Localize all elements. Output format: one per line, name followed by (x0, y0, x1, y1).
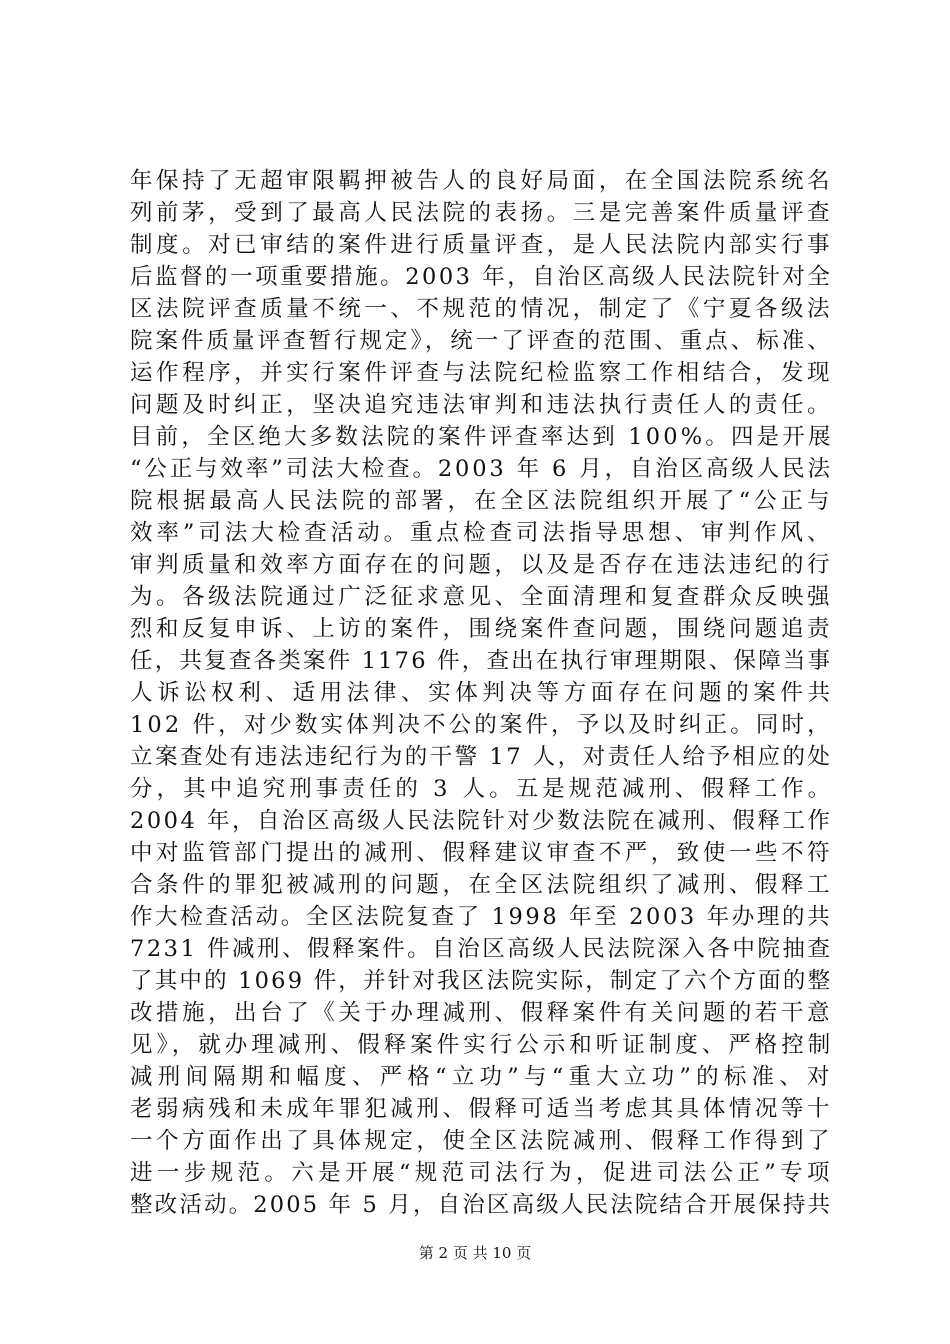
text-line: 人诉讼权利、适用法律、实体判决等方面存在问题的案件共 (130, 680, 835, 706)
text-line: 整改活动。2005 年 5 月，自治区高级人民法院结合开展保持共 (130, 1192, 833, 1218)
body-text (130, 165, 835, 1221)
text-line: 见》，就办理减刑、假释案件实行公示和听证制度、严格控制 (130, 1032, 835, 1058)
text-line: 制度。对已审结的案件进行质量评查，是人民法院内部实行事 (130, 232, 834, 258)
text-line: 区法院评查质量不统一、不规范的情况，制定了《宁夏各级法 (130, 296, 834, 322)
text-line: 进一步规范。六是开展“规范司法行为，促进司法公正”专项 (130, 1160, 834, 1186)
text-line: 审判质量和效率方面存在的问题，以及是否存在违法违纪的行 (130, 552, 834, 578)
text-line: 一个方面作出了具体规定，使全区法院减刑、假释工作得到了 (130, 1128, 834, 1154)
text-line: 任，共复查各类案件 1176 件，查出在执行审理期限、保障当事 (130, 648, 833, 674)
text-line: 为。各级法院通过广泛征求意见、全面清理和复查群众反映强 (130, 584, 834, 610)
text-line: 后监督的一项重要措施。2003 年，自治区高级人民法院针对全 (130, 264, 833, 290)
text-line: 老弱病残和未成年罪犯减刑、假释可适当考虑其具体情况等十 (130, 1096, 834, 1122)
text-line: 目前，全区绝大多数法院的案件评查率达到 100%。四是开展 (130, 424, 834, 450)
text-line: 作大检查活动。全区法院复查了 1998 年至 2003 年办理的共 (130, 904, 833, 930)
text-line: 问题及时纠正，坚决追究违法审判和违法执行责任人的责任。 (130, 392, 834, 418)
text-line: 102 件，对少数实体判决不公的案件，予以及时纠正。同时， (130, 712, 833, 738)
text-line: 了其中的 1069 件，并针对我区法院实际，制定了六个方面的整 (130, 968, 833, 994)
text-line: 列前茅，受到了最高人民法院的表扬。三是完善案件质量评查 (130, 200, 834, 226)
text-line: 分，其中追究刑事责任的 3 人。五是规范减刑、假释工作。 (130, 776, 835, 802)
text-line: 烈和反复申诉、上访的案件，围绕案件查问题，围绕问题追责 (130, 616, 834, 642)
text-line: 年保持了无超审限羁押被告人的良好局面，在全国法院系统名 (130, 168, 834, 194)
text-line: 院案件质量评查暂行规定》，统一了评查的范围、重点、标准、 (130, 328, 833, 354)
text-line: 运作程序，并实行案件评查与法院纪检监察工作相结合，发现 (130, 360, 834, 386)
text-line: 7231 件减刑、假释案件。自治区高级人民法院深入各中院抽查 (130, 936, 833, 962)
text-line: 效率”司法大检查活动。重点检查司法指导思想、审判作风、 (130, 520, 834, 546)
text-line: 立案查处有违法违纪行为的干警 17 人，对责任人给予相应的处 (130, 744, 833, 770)
text-line: 院根据最高人民法院的部署，在全区法院组织开展了“公正与 (130, 488, 834, 514)
page-footer: 第 2 页 共 10 页 (418, 1244, 532, 1262)
text-line: 改措施，出台了《关于办理减刑、假释案件有关问题的若干意 (130, 1000, 834, 1026)
text-line: 2004 年，自治区高级人民法院针对少数法院在减刑、假释工作 (130, 808, 833, 834)
text-line: 减刑间隔期和幅度、严格“立功”与“重大立功”的标准、对 (130, 1064, 835, 1090)
text-line: 中对监管部门提出的减刑、假释建议审查不严，致使一些不符 (130, 840, 834, 866)
text-line: “公正与效率”司法大检查。2003 年 6 月，自治区高级人民法 (130, 456, 833, 482)
text-line: 合条件的罪犯被减刑的问题，在全区法院组织了减刑、假释工 (130, 872, 834, 898)
